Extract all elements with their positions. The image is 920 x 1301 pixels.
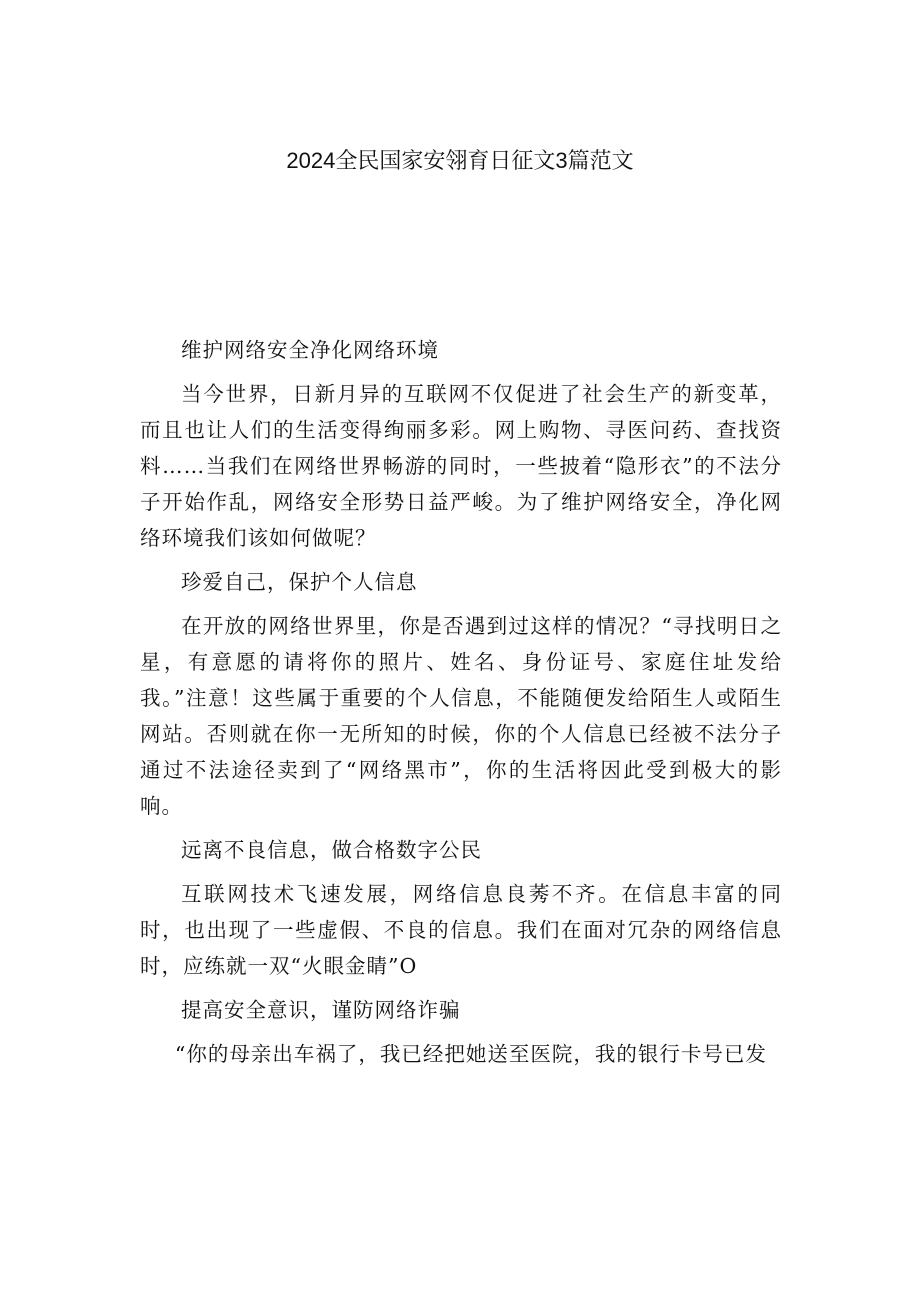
paragraph-intro: 当今世界，日新月异的互联网不仅促进了社会生产的新变革，而且也让人们的生活变得绚丽多彩。网上购物、寻医问药、查找资料……当我们在网络世界畅游的同时，一些披着“隐形衣”的不法分子开始作乱，网络安全形势日益严峻。为了维护网络安全，净化网络环境我们该如何做呢？ (140, 382, 782, 550)
section-heading-personal-info: 珍爱自己，保护个人信息 (181, 570, 418, 594)
paragraph-bad-info: 互联网技术飞速发展，网络信息良莠不齐。在信息丰富的同时，也出现了一些虚假、不良的信息。我们在面对冗杂的网络信息时，应练就一双“火眼金睛”O (140, 882, 782, 978)
section-heading-network-security: 维护网络安全净化网络环境 (181, 338, 439, 362)
document-title: 2024全民国家安翎育日征文3篇范文 (286, 148, 634, 173)
document-body (140, 332, 782, 1080)
paragraph-personal-info: 在开放的网络世界里，你是否遇到过这样的情况？“寻找明日之星，有意愿的请将你的照片、姓名、身份证号、家庭住址发给我。”注意！这些属于重要的个人信息，不能随便发给陌生人或陌生网站。否则就在你一无所知的时候，你的个人信息已经被不法分子通过不法途径卖到了“网络黑市”，你的生活将因此受到极大的影响。 (140, 614, 782, 818)
section-heading-bad-info: 远离不良信息，做合格数字公民 (181, 838, 482, 862)
paragraph-fraud: “你的母亲出车祸了，我已经把她送至医院，我的银行卡号已发 (174, 1042, 767, 1066)
section-heading-fraud: 提高安全意识，谨防网络诈骗 (181, 998, 461, 1022)
